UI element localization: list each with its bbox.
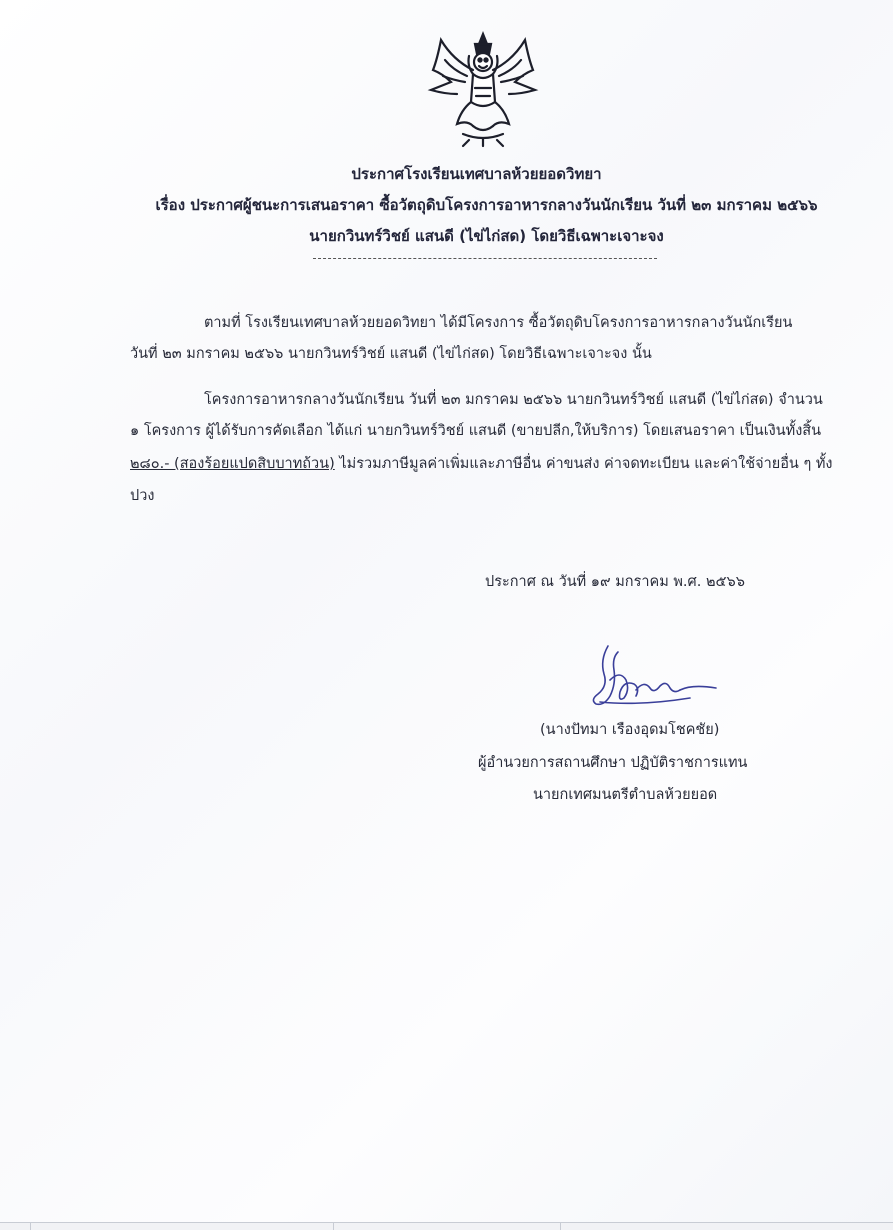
dashed-divider	[313, 258, 657, 259]
price-amount: ๒๘๐.- (สองร้อยแปดสิบบาทถ้วน)	[130, 456, 335, 472]
announcement-title: ประกาศโรงเรียนเทศบาลห้วยยอดวิทยา	[351, 165, 602, 183]
paragraph-2-line-4: ปวง	[130, 488, 155, 504]
paragraph-1-line-2: วันที่ ๒๓ มกราคม ๒๕๖๖ นายกวินทร์วิชย์ แสนดี (ไข่ไก่สด) โดยวิธีเฉพาะเจาะจง นั้น	[130, 346, 652, 362]
garuda-emblem-icon	[423, 30, 543, 148]
signer-office: นายกเทศมนตรีตำบลห้วยยอด	[533, 787, 718, 803]
price-conditions: ไม่รวมภาษีมูลค่าเพิ่มและภาษีอื่น ค่าขนส่ง ค่าจดทะเบียน และค่าใช้จ่ายอื่น ๆ ทั้ง	[334, 456, 833, 472]
signer-name: (นางปัทมา เรืองอุดมโชคชัย)	[540, 722, 720, 738]
paragraph-1-line-1: ตามที่ โรงเรียนเทศบาลห้วยยอดวิทยา ได้มีโครงการ ซื้อวัตถุดิบโครงการอาหารกลางวันนักเรียน	[204, 315, 793, 331]
announcement-subject: เรื่อง ประกาศผู้ชนะการเสนอราคา ซื้อวัตถุดิบโครงการอาหารกลางวันนักเรียน วันที่ ๒๓ มกราคม ๒๕๖๖	[155, 196, 818, 214]
handwritten-signature	[580, 640, 720, 720]
paragraph-2-line-3	[130, 452, 833, 475]
announcement-subject-cont: นายกวินทร์วิชย์ แสนดี (ไข่ไก่สด) โดยวิธีเฉพาะเจาะจง	[309, 227, 664, 245]
paragraph-2-line-1: โครงการอาหารกลางวันนักเรียน วันที่ ๒๓ มกราคม ๒๕๖๖ นายกวินทร์วิชย์ แสนดี (ไข่ไก่สด) จำนวน	[204, 392, 823, 408]
announce-date: ประกาศ ณ วันที่ ๑๙ มกราคม พ.ศ. ๒๕๖๖	[485, 574, 745, 590]
signer-position: ผู้อำนวยการสถานศึกษา ปฏิบัติราชการแทน	[478, 755, 748, 771]
paragraph-2-line-2: ๑ โครงการ ผู้ได้รับการคัดเลือก ได้แก่ นายกวินทร์วิชย์ แสนดี (ขายปลีก,ให้บริการ) โดยเสนอราคา เป็นเงินทั้งสิ้น	[130, 423, 822, 439]
